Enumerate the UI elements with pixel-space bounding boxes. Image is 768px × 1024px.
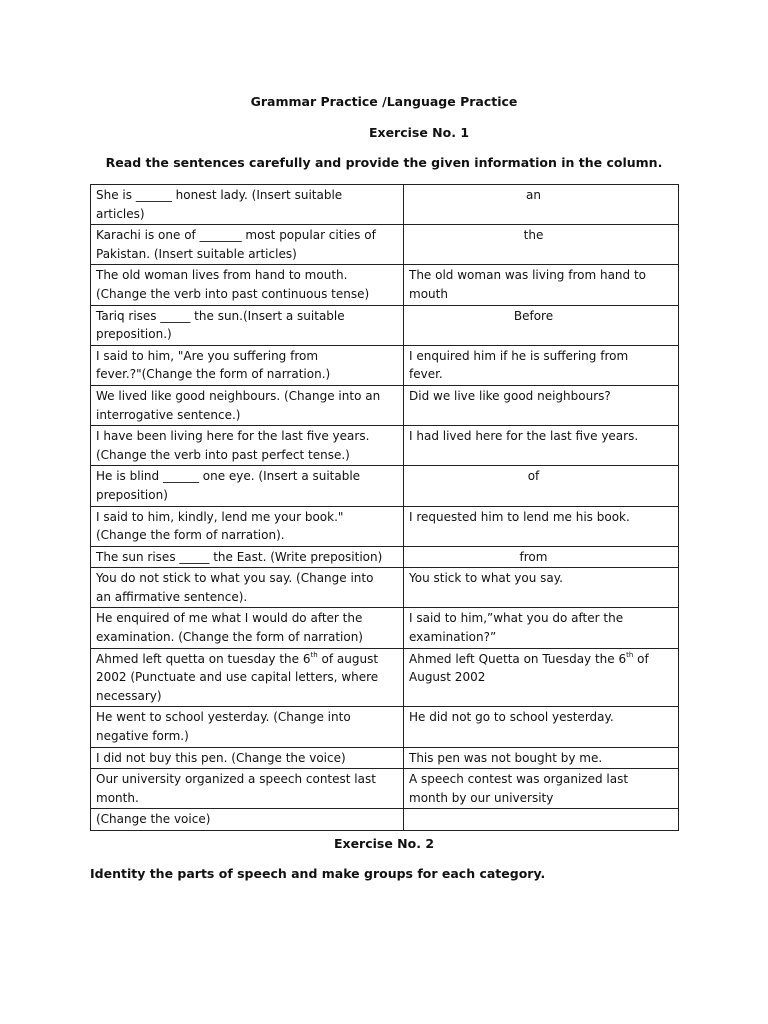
table-row bbox=[91, 568, 679, 608]
exercise-2-instruction: Identity the parts of speech and make groups for each category. bbox=[90, 866, 546, 881]
page-title: Grammar Practice /Language Practice bbox=[250, 94, 518, 109]
answer-cell bbox=[404, 225, 679, 265]
answer-cell bbox=[404, 707, 679, 747]
question-line: (Change the verb into past continuous tense) bbox=[96, 286, 370, 301]
question-line: I said to him, "Are you suffering from bbox=[96, 348, 319, 363]
question-line: interrogative sentence.) bbox=[96, 407, 241, 422]
question-cell bbox=[91, 747, 404, 769]
answer-cell bbox=[404, 265, 679, 305]
question-line: an affirmative sentence). bbox=[96, 589, 248, 604]
question-line: We lived like good neighbours. (Change into an bbox=[96, 388, 381, 403]
answer-cell bbox=[404, 305, 679, 345]
table-row bbox=[91, 345, 679, 385]
question-line: You do not stick to what you say. (Change into bbox=[96, 571, 374, 586]
table-row bbox=[91, 225, 679, 265]
question-line: She is ______ honest lady. (Insert suitable bbox=[96, 188, 343, 202]
answer-line: examination?” bbox=[409, 630, 497, 645]
answer-line: an bbox=[526, 188, 541, 202]
exercise-2-heading: Exercise No. 2 bbox=[333, 836, 435, 851]
question-cell bbox=[91, 769, 404, 809]
answer-cell bbox=[404, 769, 679, 809]
table-row bbox=[91, 185, 679, 225]
question-cell bbox=[91, 225, 404, 265]
question-line: I did not buy this pen. (Change the voice) bbox=[96, 750, 346, 765]
answer-line: He did not go to school yesterday. bbox=[409, 710, 614, 725]
question-cell bbox=[91, 385, 404, 425]
answer-line: A speech contest was organized last bbox=[409, 772, 629, 787]
question-line: He is blind ______ one eye. (Insert a suitable bbox=[96, 469, 361, 484]
answer-line: fever. bbox=[409, 367, 443, 382]
exercise-1-table bbox=[90, 184, 679, 831]
answer-line: This pen was not bought by me. bbox=[409, 750, 603, 765]
answer-line: from bbox=[519, 549, 548, 564]
table-row bbox=[91, 707, 679, 747]
question-line: Karachi is one of _______ most popular cities of bbox=[96, 228, 376, 243]
question-line: Our university organized a speech contest last bbox=[96, 772, 376, 787]
question-line: I have been living here for the last five years. bbox=[96, 429, 370, 444]
question-line: I said to him, kindly, lend me your book." bbox=[96, 509, 344, 524]
answer-line: mouth bbox=[409, 286, 448, 301]
question-line: Pakistan. (Insert suitable articles) bbox=[96, 246, 297, 261]
question-line: (Change the verb into past perfect tense.) bbox=[96, 447, 350, 462]
table-row bbox=[91, 608, 679, 648]
question-line: necessary) bbox=[96, 688, 162, 703]
question-cell bbox=[91, 345, 404, 385]
table-row bbox=[91, 466, 679, 506]
table-row bbox=[91, 265, 679, 305]
answer-cell bbox=[404, 385, 679, 425]
answer-line: of bbox=[527, 469, 540, 484]
question-line: The sun rises _____ the East. (Write preposition) bbox=[96, 549, 383, 564]
answer-line: I had lived here for the last five years. bbox=[409, 429, 639, 444]
question-cell bbox=[91, 809, 404, 831]
table-row bbox=[91, 546, 679, 568]
answer-line: Before bbox=[513, 308, 554, 323]
question-line: Tariq rises _____ the sun.(Insert a suitable bbox=[96, 308, 345, 323]
question-line: Ahmed left quetta on tuesday the 6th of august bbox=[96, 650, 379, 666]
question-cell bbox=[91, 568, 404, 608]
question-cell bbox=[91, 608, 404, 648]
answer-cell bbox=[404, 546, 679, 568]
question-line: 2002 (Punctuate and use capital letters, where bbox=[96, 670, 379, 685]
answer-cell bbox=[404, 506, 679, 546]
answer-line: Ahmed left Quetta on Tuesday the 6th of bbox=[409, 650, 649, 666]
question-line: The old woman lives from hand to mouth. bbox=[96, 268, 348, 283]
question-line: He enquired of me what I would do after the bbox=[96, 611, 363, 626]
question-cell bbox=[91, 265, 404, 305]
answer-line: You stick to what you say. bbox=[409, 571, 563, 586]
answer-cell bbox=[404, 345, 679, 385]
question-cell bbox=[91, 707, 404, 747]
question-cell bbox=[91, 546, 404, 568]
table-row bbox=[91, 305, 679, 345]
question-line: He went to school yesterday. (Change into bbox=[96, 710, 351, 725]
question-cell bbox=[91, 426, 404, 466]
answer-line: I enquired him if he is suffering from bbox=[409, 348, 629, 363]
answer-cell bbox=[404, 466, 679, 506]
answer-line: I requested him to lend me his book. bbox=[409, 509, 630, 524]
question-line: fever.?"(Change the form of narration.) bbox=[96, 367, 331, 382]
answer-cell bbox=[404, 648, 679, 707]
answer-line: I said to him,”what you do after the bbox=[409, 611, 624, 626]
question-line: (Change the form of narration). bbox=[96, 528, 285, 543]
answer-cell bbox=[404, 809, 679, 831]
question-line: preposition) bbox=[96, 487, 168, 502]
answer-line: Did we live like good neighbours? bbox=[409, 388, 611, 403]
answer-line: the bbox=[523, 228, 544, 243]
answer-cell bbox=[404, 608, 679, 648]
question-line: negative form.) bbox=[96, 729, 189, 744]
answer-cell bbox=[404, 426, 679, 466]
question-cell bbox=[91, 466, 404, 506]
question-line: month. bbox=[96, 790, 139, 805]
table-row bbox=[91, 426, 679, 466]
table-row bbox=[91, 648, 679, 707]
question-cell bbox=[91, 648, 404, 707]
question-cell bbox=[91, 185, 404, 225]
table-row bbox=[91, 747, 679, 769]
table-row bbox=[91, 506, 679, 546]
table-row bbox=[91, 385, 679, 425]
answer-line: August 2002 bbox=[409, 670, 486, 685]
question-line: examination. (Change the form of narration) bbox=[96, 630, 363, 645]
table-row bbox=[91, 769, 679, 809]
exercise-1-heading: Exercise No. 1 bbox=[368, 125, 470, 140]
question-line: (Change the voice) bbox=[96, 812, 211, 827]
answer-cell bbox=[404, 185, 679, 225]
question-line: articles) bbox=[96, 206, 145, 221]
question-cell bbox=[91, 506, 404, 546]
table-row bbox=[91, 809, 679, 831]
answer-line: month by our university bbox=[409, 790, 554, 805]
exercise-1-instruction: Read the sentences carefully and provide the given information in the column. bbox=[105, 155, 663, 170]
question-cell bbox=[91, 305, 404, 345]
answer-cell bbox=[404, 747, 679, 769]
question-line: preposition.) bbox=[96, 327, 172, 342]
answer-line: The old woman was living from hand to bbox=[409, 268, 647, 283]
answer-cell bbox=[404, 568, 679, 608]
